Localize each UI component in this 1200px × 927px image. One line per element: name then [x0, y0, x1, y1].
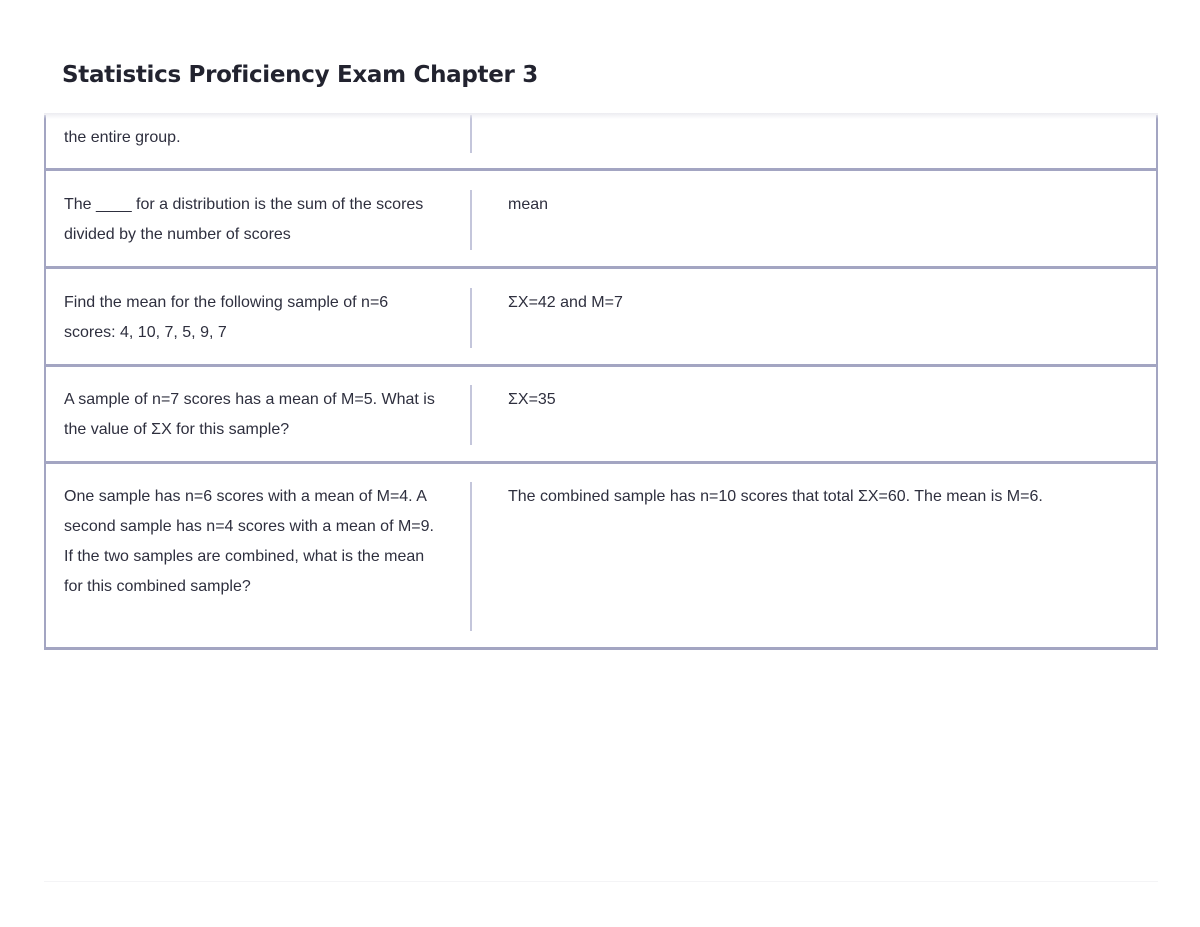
- card-term: Find the mean for the following sample of n=6 scores: 4, 10, 7, 5, 9, 7: [64, 294, 389, 341]
- card-term: One sample has n=6 scores with a mean of M=4. A second sample has n=4 scores with a mean of M=9. If the two samples are combined, what is the mean for this combined sample?: [64, 488, 434, 595]
- card-definition: mean: [508, 196, 549, 213]
- card-row: [46, 269, 1156, 367]
- footer-divider: [44, 881, 1158, 882]
- flashcard-table: [44, 115, 1158, 650]
- card-divider: [470, 385, 472, 445]
- card-divider: [470, 115, 472, 153]
- card-divider: [470, 190, 472, 250]
- card-divider: [470, 482, 472, 631]
- card-definition: The combined sample has n=10 scores that total ΣX=60. The mean is M=6.: [508, 488, 1043, 505]
- card-definition: ΣX=35: [508, 391, 556, 408]
- card-term: The ____ for a distribution is the sum of the scores divided by the number of scores: [64, 196, 424, 243]
- card-term: the entire group.: [64, 129, 181, 146]
- card-row: [46, 464, 1156, 650]
- card-row: [46, 115, 1156, 171]
- card-row: [46, 367, 1156, 464]
- card-term: A sample of n=7 scores has a mean of M=5. What is the value of ΣX for this sample?: [64, 391, 435, 438]
- card-row: [46, 171, 1156, 269]
- page-title: Statistics Proficiency Exam Chapter 3: [62, 62, 538, 88]
- header-shadow: [44, 113, 1158, 119]
- card-divider: [470, 288, 472, 348]
- card-definition: ΣX=42 and M=7: [508, 294, 623, 311]
